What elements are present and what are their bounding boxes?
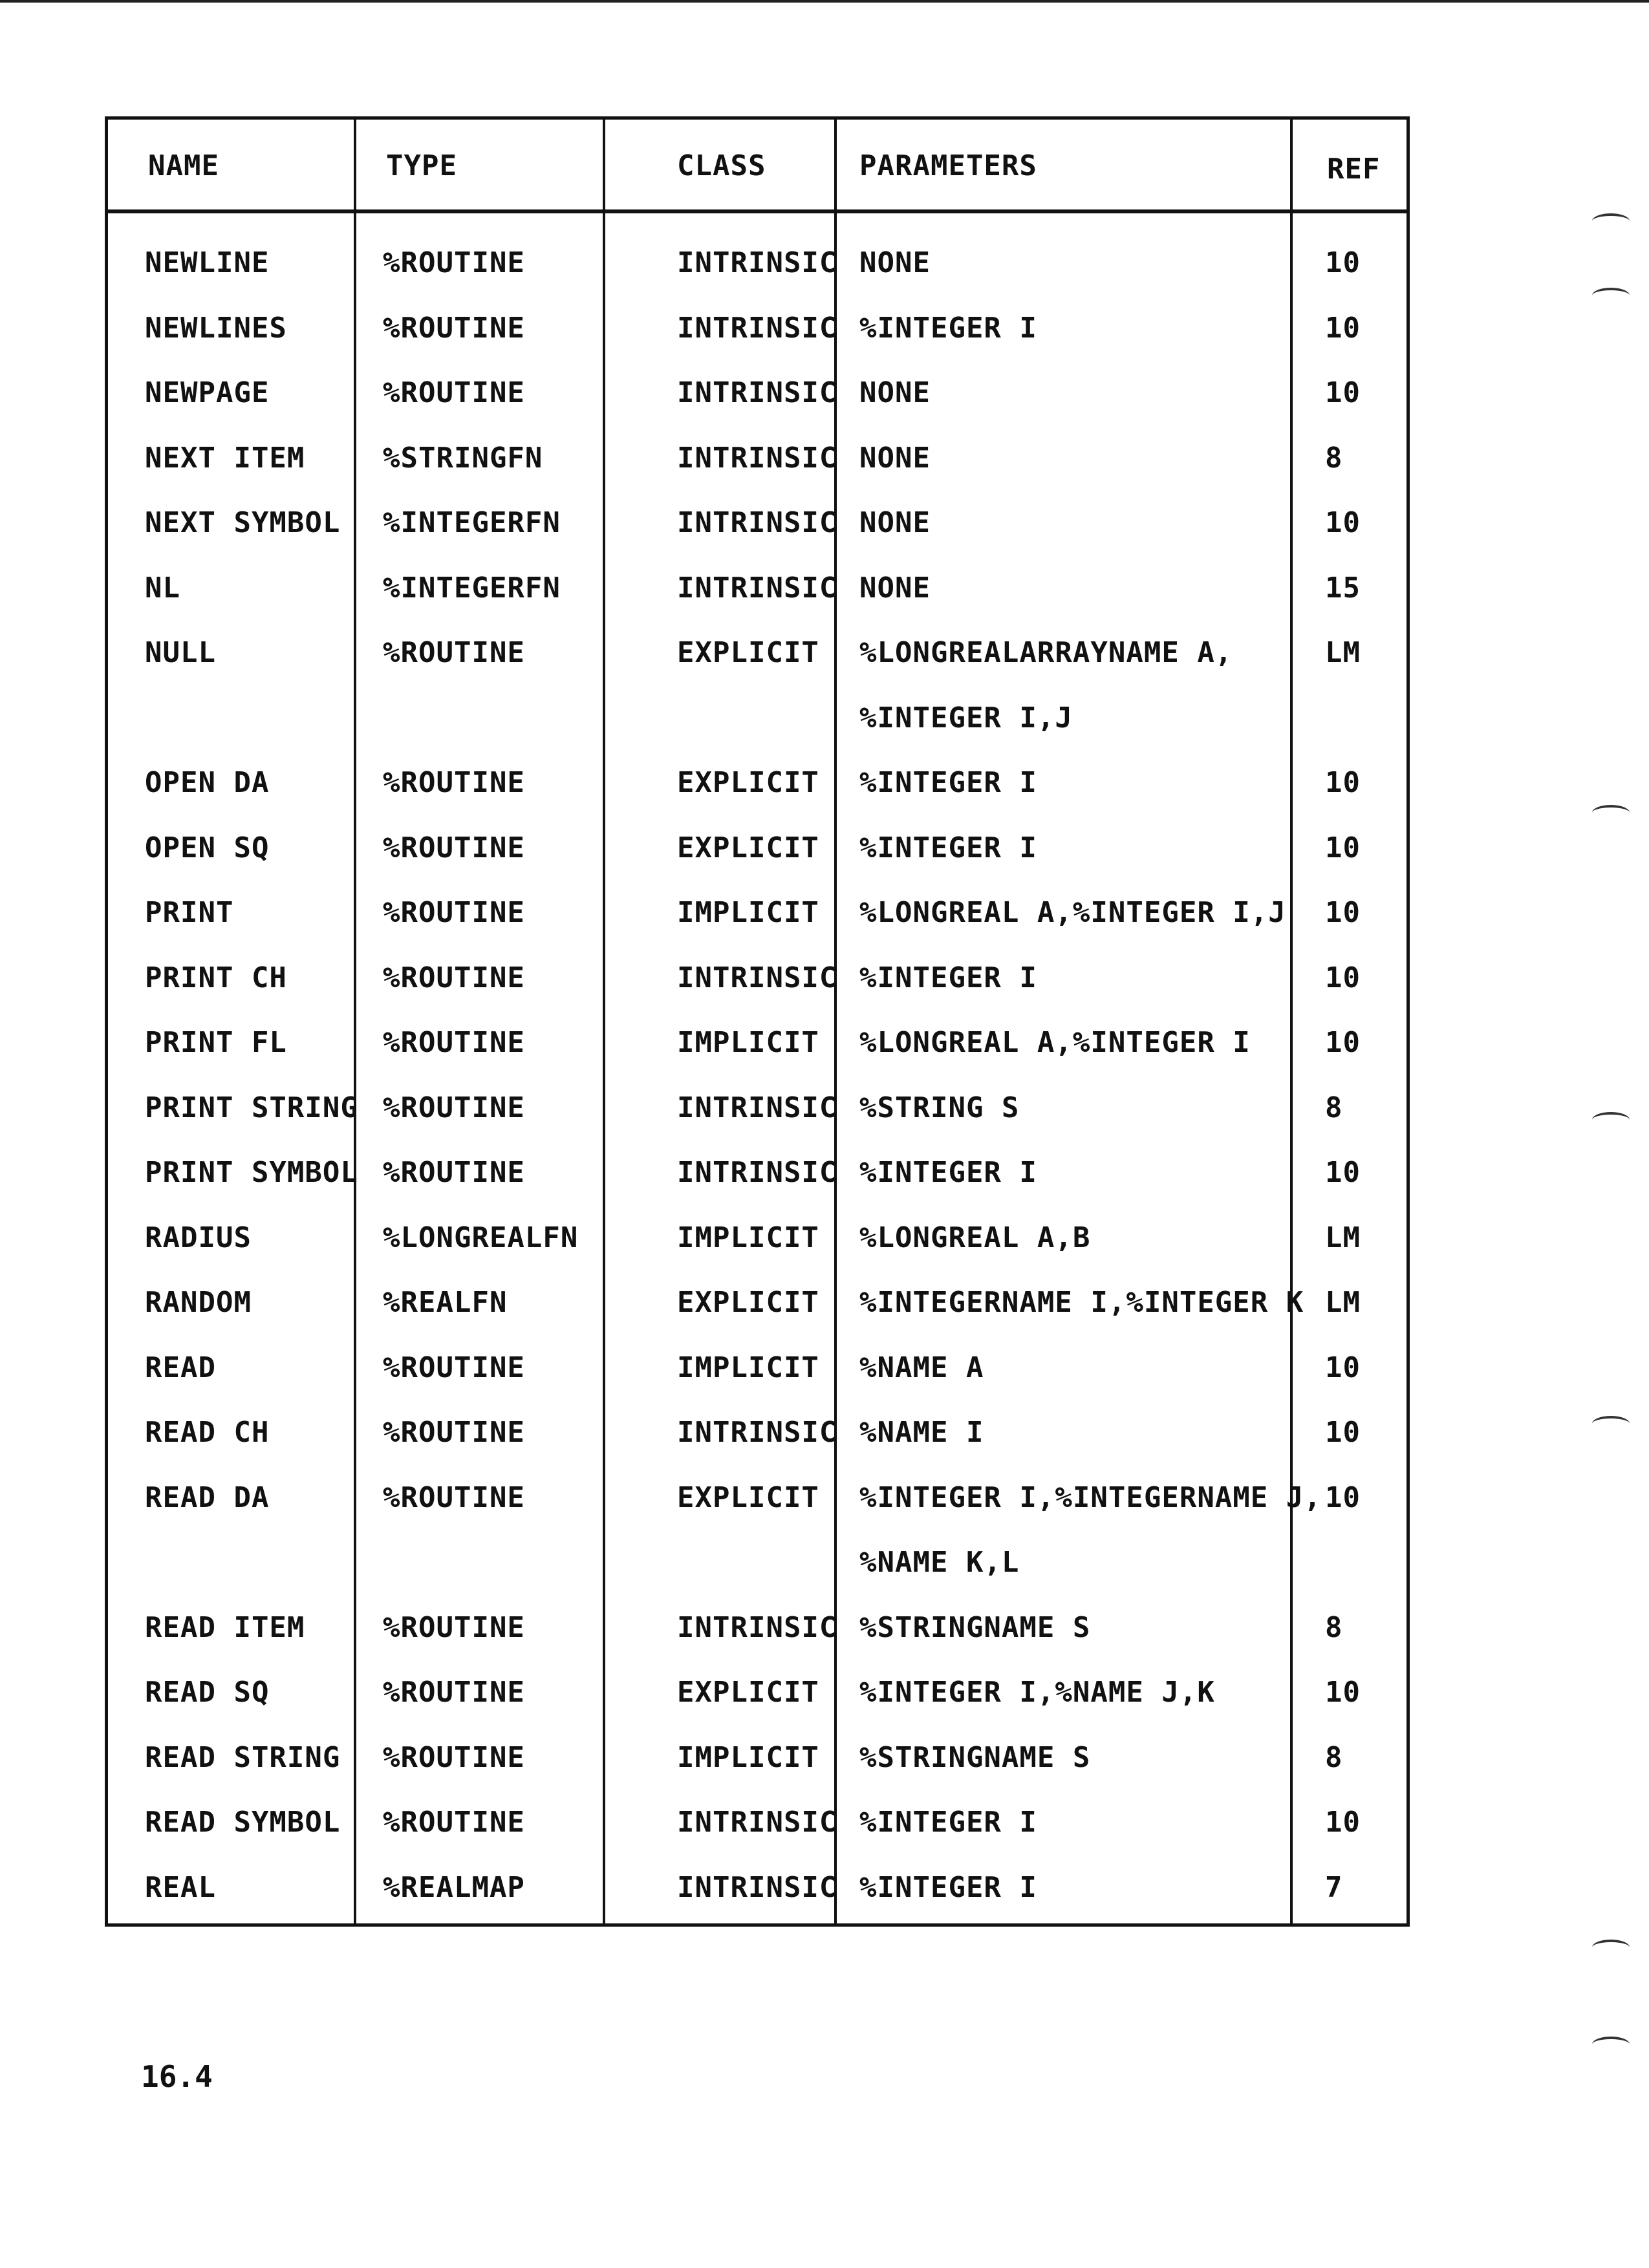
cell-name: NEWLINE (145, 246, 270, 279)
table-header-row (108, 120, 1406, 213)
cell-class: INTRINSIC (677, 246, 837, 279)
punch-hole-mark (1592, 2037, 1630, 2052)
cell-type: %ROUTINE (383, 1351, 525, 1384)
cell-ref: 8 (1325, 1610, 1343, 1644)
cell-type: %ROUTINE (383, 1156, 525, 1189)
cell-parameters: NONE (859, 376, 931, 409)
top-rule (0, 0, 1649, 3)
cell-class: INTRINSIC (677, 506, 837, 539)
cell-name: READ DA (145, 1481, 270, 1514)
cell-ref: 15 (1325, 571, 1361, 604)
cell-parameters: %LONGREAL A,%INTEGER I,J (859, 896, 1286, 929)
cell-parameters: %INTEGER I (859, 766, 1037, 799)
table-row (108, 311, 1406, 379)
cell-name: NL (145, 571, 180, 604)
cell-name: NEXT SYMBOL (145, 506, 341, 539)
punch-hole-mark (1592, 1112, 1630, 1128)
cell-type: %ROUTINE (383, 376, 525, 409)
cell-ref: 10 (1325, 246, 1361, 279)
cell-ref: LM (1325, 636, 1361, 669)
cell-name: READ STRING (145, 1740, 341, 1774)
table-row (108, 1740, 1406, 1808)
table-row (108, 376, 1406, 444)
punch-hole-mark (1592, 288, 1630, 303)
cell-parameters: %LONGREAL A,B (859, 1221, 1091, 1254)
cell-class: INTRINSIC (677, 311, 837, 345)
cell-type: %ROUTINE (383, 1416, 525, 1449)
cell-type: %ROUTINE (383, 1026, 525, 1059)
table-row (108, 831, 1406, 899)
punch-hole-mark (1592, 213, 1630, 229)
cell-name: NEWPAGE (145, 376, 270, 409)
cell-name: OPEN DA (145, 766, 270, 799)
cell-name: PRINT SYMBOL (145, 1156, 358, 1189)
cell-ref: 8 (1325, 441, 1343, 475)
table-row (108, 441, 1406, 509)
cell-class: EXPLICIT (677, 766, 819, 799)
table-row (108, 1481, 1406, 1548)
cell-type: %ROUTINE (383, 1806, 525, 1839)
cell-type: %REALMAP (383, 1870, 525, 1904)
cell-parameters: %LONGREALARRAYNAME A, (859, 636, 1233, 669)
cell-name: NEXT ITEM (145, 441, 305, 475)
table-row (108, 1418, 1406, 1483)
cell-parameters: %STRING S (859, 1091, 1020, 1124)
cell-class: INTRINSIC (677, 1870, 837, 1904)
cell-type: %ROUTINE (383, 1610, 525, 1644)
cell-parameters: %INTEGER I (859, 1156, 1037, 1189)
page-number: 16.4 (141, 2059, 213, 2094)
cell-name: NEWLINES (145, 311, 287, 345)
cell-parameters: %STRINGNAME S (859, 1610, 1091, 1644)
cell-class: IMPLICIT (677, 1026, 819, 1059)
cell-ref: 10 (1325, 1026, 1361, 1059)
table-row (108, 1091, 1406, 1159)
cell-class: IMPLICIT (677, 1351, 819, 1384)
cell-ref: 10 (1325, 506, 1361, 539)
cell-ref: 10 (1325, 1156, 1361, 1189)
cell-ref: 10 (1325, 961, 1361, 994)
cell-class: INTRINSIC (677, 1610, 837, 1644)
cell-parameters: %NAME K,L (859, 1546, 1020, 1579)
cell-ref: 10 (1325, 311, 1361, 345)
cell-class: EXPLICIT (677, 831, 819, 864)
cell-name: PRINT FL (145, 1026, 287, 1059)
cell-parameters: %STRINGNAME S (859, 1740, 1091, 1774)
cell-ref: 10 (1325, 1351, 1361, 1384)
cell-type: %ROUTINE (383, 636, 525, 669)
cell-parameters: NONE (859, 246, 931, 279)
table-row (108, 1870, 1406, 1938)
cell-parameters: NONE (859, 571, 931, 604)
table-row (108, 1610, 1406, 1678)
header-parameters: PARAMETERS (859, 149, 1037, 182)
cell-type: %ROUTINE (383, 1740, 525, 1774)
cell-parameters: %INTEGER I,%INTEGERNAME J, (859, 1481, 1322, 1514)
cell-ref: 10 (1325, 1416, 1361, 1449)
cell-name: PRINT (145, 896, 234, 929)
cell-type: %ROUTINE (383, 1091, 525, 1124)
cell-class: EXPLICIT (677, 1286, 819, 1319)
cell-name: READ (145, 1351, 216, 1384)
cell-parameters: %INTEGER I (859, 1806, 1037, 1839)
cell-name: READ CH (145, 1416, 270, 1449)
table-row (108, 896, 1406, 963)
header-class: CLASS (677, 149, 766, 182)
header-name: NAME (148, 149, 219, 182)
cell-parameters: NONE (859, 506, 931, 539)
table-row (108, 1156, 1406, 1223)
cell-class: INTRINSIC (677, 1806, 837, 1839)
cell-parameters: %NAME A (859, 1351, 984, 1384)
table-row (108, 571, 1406, 639)
cell-ref: 8 (1325, 1091, 1343, 1124)
table-row (108, 506, 1406, 573)
cell-class: INTRINSIC (677, 1416, 837, 1449)
table-row (108, 1286, 1406, 1353)
table-row (108, 1221, 1406, 1289)
cell-name: PRINT CH (145, 961, 287, 994)
cell-parameters: %NAME I (859, 1416, 984, 1449)
cell-ref: 10 (1325, 1676, 1361, 1709)
cell-ref: 10 (1325, 1806, 1361, 1839)
table-row (108, 701, 1406, 769)
cell-class: INTRINSIC (677, 571, 837, 604)
cell-parameters: %INTEGER I,%NAME J,K (859, 1676, 1215, 1709)
cell-parameters: %INTEGER I (859, 961, 1037, 994)
cell-parameters: %INTEGER I (859, 1870, 1037, 1904)
cell-name: READ SYMBOL (145, 1806, 341, 1839)
cell-name: NULL (145, 636, 216, 669)
cell-class: INTRINSIC (677, 376, 837, 409)
punch-hole-mark (1592, 805, 1630, 820)
cell-type: %ROUTINE (383, 246, 525, 279)
cell-type: %STRINGFN (383, 441, 543, 475)
table-row (108, 246, 1406, 314)
cell-ref: 10 (1325, 831, 1361, 864)
cell-type: %ROUTINE (383, 766, 525, 799)
cell-type: %REALFN (383, 1286, 508, 1319)
cell-parameters: %LONGREAL A,%INTEGER I (859, 1026, 1251, 1059)
routine-table (105, 116, 1410, 1927)
cell-class: IMPLICIT (677, 896, 819, 929)
table-row (108, 1026, 1406, 1093)
table-row (108, 1678, 1406, 1743)
table-row (108, 1351, 1406, 1418)
table-row (108, 766, 1406, 833)
cell-name: RADIUS (145, 1221, 252, 1254)
cell-class: INTRINSIC (677, 1156, 837, 1189)
cell-type: %ROUTINE (383, 311, 525, 345)
cell-class: INTRINSIC (677, 1091, 837, 1124)
cell-type: %ROUTINE (383, 961, 525, 994)
table-row (108, 1548, 1406, 1613)
cell-name: READ ITEM (145, 1610, 305, 1644)
cell-ref: 10 (1325, 766, 1361, 799)
cell-ref: LM (1325, 1286, 1361, 1319)
cell-class: EXPLICIT (677, 1676, 819, 1709)
cell-class: EXPLICIT (677, 1481, 819, 1514)
cell-type: %ROUTINE (383, 1481, 525, 1514)
cell-class: EXPLICIT (677, 636, 819, 669)
cell-name: REAL (145, 1870, 216, 1904)
cell-type: %INTEGERFN (383, 506, 561, 539)
cell-ref: 8 (1325, 1740, 1343, 1774)
cell-ref: 7 (1325, 1870, 1343, 1904)
cell-parameters: NONE (859, 441, 931, 475)
cell-parameters: %INTEGER I (859, 311, 1037, 345)
cell-name: READ SQ (145, 1676, 270, 1709)
cell-class: IMPLICIT (677, 1740, 819, 1774)
cell-class: INTRINSIC (677, 441, 837, 475)
cell-parameters: %INTEGER I (859, 831, 1037, 864)
cell-class: IMPLICIT (677, 1221, 819, 1254)
table-row (108, 636, 1406, 703)
table-row (108, 1808, 1406, 1873)
cell-type: %INTEGERFN (383, 571, 561, 604)
cell-ref: 10 (1325, 896, 1361, 929)
cell-ref: 10 (1325, 376, 1361, 409)
cell-type: %ROUTINE (383, 896, 525, 929)
cell-class: INTRINSIC (677, 961, 837, 994)
cell-name: RANDOM (145, 1286, 252, 1319)
cell-name: PRINT STRING (145, 1091, 358, 1124)
punch-hole-mark (1592, 1940, 1630, 1955)
punch-hole-mark (1592, 1416, 1630, 1431)
cell-parameters: %INTEGER I,J (859, 701, 1073, 734)
table-row (108, 961, 1406, 1029)
header-ref: REF (1327, 153, 1381, 186)
cell-name: OPEN SQ (145, 831, 270, 864)
cell-ref: 10 (1325, 1481, 1361, 1514)
header-type: TYPE (386, 149, 457, 182)
cell-parameters: %INTEGERNAME I,%INTEGER K (859, 1286, 1304, 1319)
cell-type: %LONGREALFN (383, 1221, 579, 1254)
cell-type: %ROUTINE (383, 1676, 525, 1709)
cell-type: %ROUTINE (383, 831, 525, 864)
cell-ref: LM (1325, 1221, 1361, 1254)
